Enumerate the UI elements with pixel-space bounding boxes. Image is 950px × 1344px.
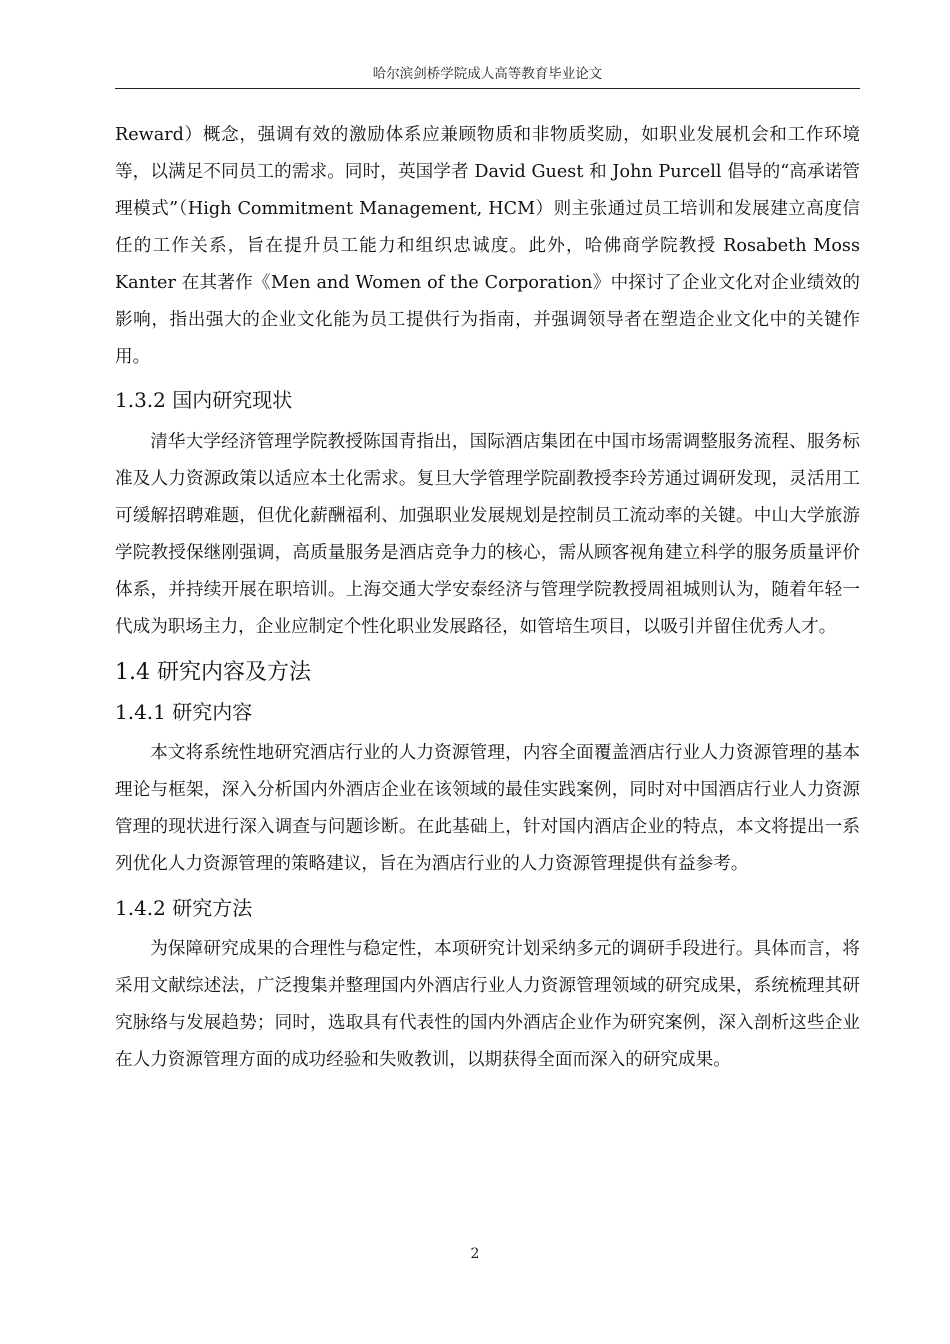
- paragraph-domestic-research: 清华大学经济管理学院教授陈国青指出，国际酒店集团在中国市场需调整服务流程、服务标准及人力资源政策以适应本土化需求。复旦大学管理学院副教授李玲芳通过调研发现，灵活用工可缓解招聘难题，但优化薪酬福利、加强职业发展规划是控制员工流动率的关键。中山大学旅游学院教授保继刚强调，高质量服务是酒店竞争力的核心，需从顾客视角建立科学的服务质量评价体系，并持续开展在职培训。上海交通大学安泰经济与管理学院教授周祖城则认为，随着年轻一代成为职场主力，企业应制定个性化职业发展路径，如管培生项目，以吸引并留住优秀人才。: [115, 432, 860, 637]
- page-number: 2: [470, 1246, 480, 1262]
- paragraph-foreign-research: Reward）概念，强调有效的激励体系应兼顾物质和非物质奖励，如职业发展机会和工作环境等，以满足不同员工的需求。同时，英国学者 David Guest 和 John Purcell 倡导的“高承诺管理模式”（High Commitment Management, HCM）则主张通过员工培训和发展建立高度信任的工作关系，旨在提升员工能力和组织忠诚度。此外，哈佛商学院教授 Rosabeth Moss Kanter 在其著作《Men and Women of the Corporation》中探讨了企业文化对企业绩效的影响，指出强大的企业文化能为员工提供行为指南，并强调领导者在塑造企业文化中的关键作用。: [115, 125, 860, 367]
- header-title: 哈尔滨剑桥学院成人高等教育毕业论文: [372, 66, 603, 82]
- paragraph-research-content: 本文将系统性地研究酒店行业的人力资源管理，内容全面覆盖酒店行业人力资源管理的基本理论与框架，深入分析国内外酒店企业在该领域的最佳实践案例，同时对中国酒店行业人力资源管理的现状进行深入调查与问题诊断。在此基础上，针对国内酒店企业的特点，本文将提出一系列优化人力资源管理的策略建议，旨在为酒店行业的人力资源管理提供有益参考。: [115, 743, 860, 874]
- heading-1-4: 1.4 研究内容及方法: [115, 660, 311, 685]
- page-header: [115, 64, 860, 89]
- heading-1-4-1: 1.4.1 研究内容: [115, 700, 253, 724]
- paragraph-research-methods: 为保障研究成果的合理性与稳定性，本项研究计划采纳多元的调研手段进行。具体而言，将采用文献综述法，广泛搜集并整理国内外酒店行业人力资源管理领域的研究成果，系统梳理其研究脉络与发展趋势；同时，选取具有代表性的国内外酒店企业作为研究案例，深入剖析这些企业在人力资源管理方面的成功经验和失败教训，以期获得全面而深入的研究成果。: [115, 939, 860, 1070]
- document-body: [115, 117, 860, 1079]
- heading-1-3-2: 1.3.2 国内研究现状: [115, 388, 293, 412]
- heading-1-4-2: 1.4.2 研究方法: [115, 896, 253, 920]
